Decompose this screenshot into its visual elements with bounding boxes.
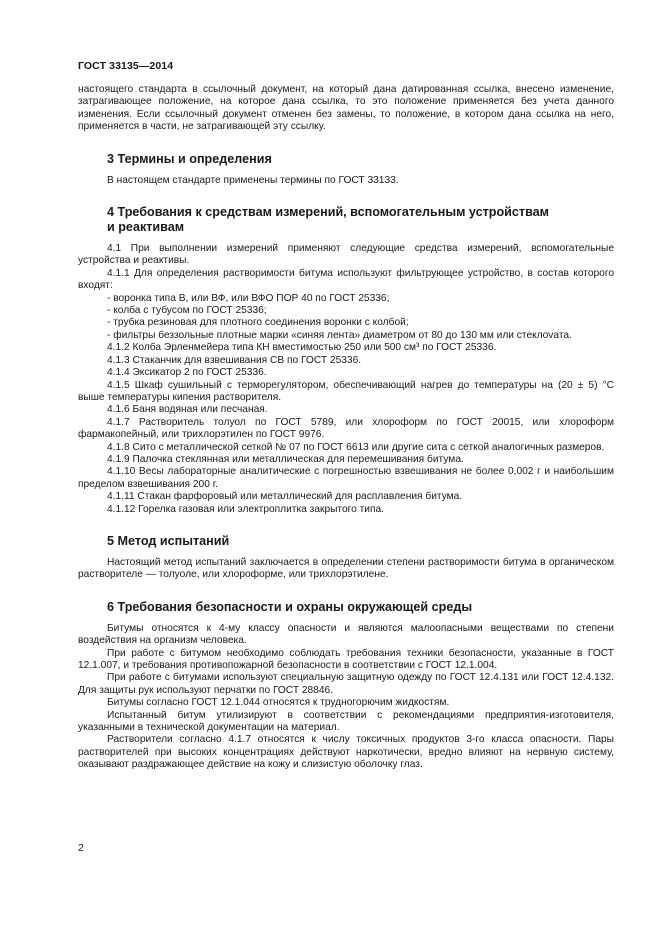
document-header-title: ГОСТ 33135—2014 [78, 60, 174, 72]
section-6-paragraph: При работе с битумами используют специальную защитную одежду по ГОСТ 12.4.131 или ГОСТ 12.4.132. Для защиты рук используют перчатки по ГОСТ 28846. [78, 672, 614, 696]
section-4-list-item: - трубка резиновая для плотного соединения воронки с колбой; [107, 317, 409, 329]
section-5-paragraph: Настоящий метод испытаний заключается в определении степени растворимости битума в органическом растворителе — толуоле, или хлороформе, или трихлорэтилене. [78, 556, 614, 581]
section-4-item: 4.1.8 Сито с металлической сеткой № 07 по ГОСТ 6613 или другие сита с сеткой аналогичных размеров. [107, 441, 605, 453]
section-4-list-item: - колба с тубусом по ГОСТ 25336; [107, 305, 267, 317]
section-4-heading-line-2: и реактивам [107, 220, 185, 235]
section-4-item: 4.1.5 Шкаф сушильный с терморегулятором, обеспечивающий нагрев до температуры на (20 ± 5) °С выше температуры кипения растворителя. [78, 379, 614, 403]
section-6-paragraph: Испытанный битум утилизируют в соответствии с рекомендациями предприятия-изготовителя, указанными в технической документации на материал. [78, 709, 614, 734]
intro-paragraph: настоящего стандарта в ссылочный документ, на который дана датированная ссылка, внесено изменение, затрагивающее положение, на которое дана ссылка, то это положение применяется без учета данного изменения. Если ссылочный документ отменен без замены, то положение, в котором дана ссылка на него, применяется в части, не затрагивающей эту ссылку. [78, 84, 614, 133]
section-4-item: 4.1.10 Весы лабораторные аналитические с погрешностью взвешивания не более 0,002 г и наибольшим пределом взвешивания 200 г. [78, 466, 614, 490]
section-5-heading: 5 Метод испытаний [107, 533, 230, 548]
section-6-paragraph: Битумы относятся к 4-му классу опасности и являются малоопасными веществами по степени воздействия на организм человека. [78, 622, 614, 647]
section-4-list-item: - фильтры беззольные плотные марки «синяя лента» диаметром от 80 до 130 мм или стеклovата. [107, 329, 572, 341]
section-4-item: 4.1.4 Эксикатор 2 по ГОСТ 25336. [107, 367, 267, 379]
section-6-heading: 6 Требования безопасности и охраны окружающей среды [107, 599, 473, 614]
section-4-item: 4.1.9 Палочка стеклянная или металлическая для перемешивания битума. [107, 453, 464, 465]
section-6-paragraph: При работе с битумом необходимо соблюдать требования техники безопасности, указанные в ГОСТ 12.1.007, и требования противопожарной безопасности в соответствии с ГОСТ 12.1.004. [78, 647, 614, 671]
section-4-item: 4.1 При выполнении измерений применяют следующие средства измерений, вспомогательные устройства и реактивы. [78, 243, 614, 267]
section-4-item: 4.1.3 Стаканчик для взвешивания СВ по ГОСТ 25336. [107, 354, 362, 366]
section-4-item: 4.1.7 Растворитель толуол по ГОСТ 5789, или хлороформ по ГОСТ 20015, или хлороформ фармакопейный, или трихлорэтилен по ГОСТ 9976. [78, 416, 614, 441]
section-6-paragraph: Растворители согласно 4.1.7 относятся к числу токсичных продуктов 3-го класса опасности. Пары растворителей при высоких концентрациях действуют наркотически, вредно влияют на нервную систему, оказывают раздражающее действие на кожу и слизистую оболочку глаз. [78, 734, 614, 771]
page-number: 2 [78, 842, 84, 854]
section-4-item: 4.1.2 Колба Эрленмейера типа КН вместимостью 250 или 500 см³ по ГОСТ 25336. [107, 342, 497, 354]
section-3-heading: 3 Термины и определения [107, 151, 272, 166]
section-6-paragraph: Битумы согласно ГОСТ 12.1.044 относятся к трудногорючим жидкостям. [107, 697, 450, 709]
section-4-item: 4.1.12 Горелка газовая или электроплитка закрытого типа. [107, 503, 385, 515]
document-body [78, 84, 614, 772]
section-4-item: 4.1.11 Стакан фарфоровый или металлический для расплавления битума. [107, 491, 463, 503]
section-4-heading-line-1: 4 Требования к средствам измерений, вспомогательным устройствам [107, 205, 549, 220]
section-3-paragraph: В настоящем стандарте применены термины по ГОСТ 33133. [107, 174, 399, 186]
section-4-item: 4.1.1 Для определения растворимости битума используют фильтрующее устройство, в состав которого входят: [78, 267, 614, 292]
section-4-list-item: - воронка типа В, или ВФ, или ВФО ПОР 40 по ГОСТ 25336; [107, 292, 390, 304]
section-4-item: 4.1.6 Баня водяная или песчаная. [107, 404, 268, 416]
